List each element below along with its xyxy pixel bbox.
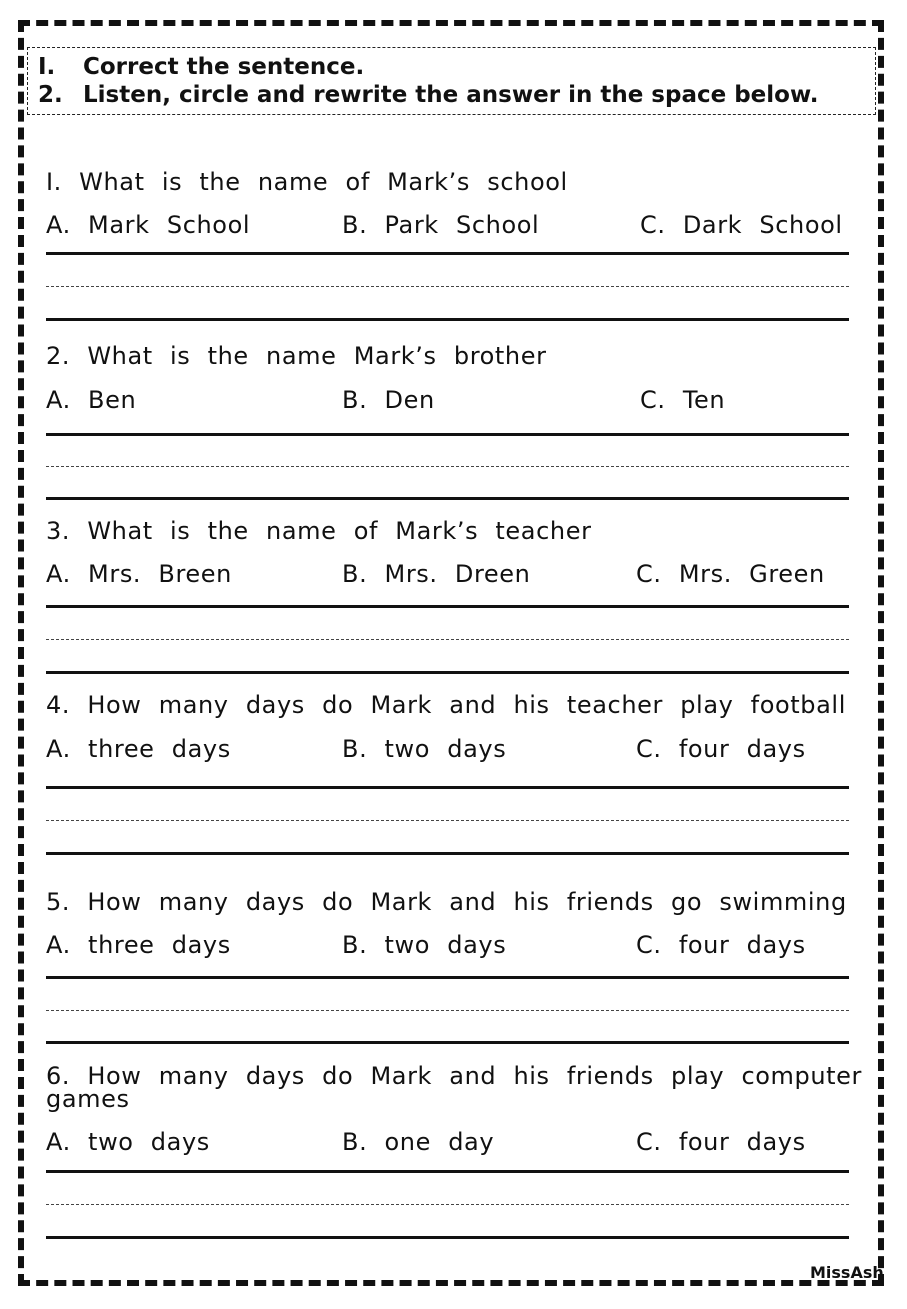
instruction-number: I.: [38, 54, 56, 80]
q1-option-c[interactable]: C. Dark School: [640, 211, 843, 239]
q3-option-c[interactable]: C. Mrs. Green: [636, 560, 825, 588]
question-1: I. What is the name of Mark’s school: [46, 168, 568, 196]
answer-line-top: [46, 786, 849, 789]
question-2: 2. What is the name Mark’s brother: [46, 342, 547, 370]
instruction-text: Correct the sentence.: [83, 54, 365, 80]
answer-line-bottom: [46, 497, 849, 500]
q4-option-a[interactable]: A. three days: [46, 735, 231, 763]
q5-option-c[interactable]: C. four days: [636, 931, 806, 959]
instruction-1: [38, 54, 364, 80]
question-6-continued: games: [46, 1085, 130, 1113]
question-6: 6. How many days do Mark and his friends play computer: [46, 1062, 862, 1090]
instructions-box: [27, 47, 876, 115]
q2-option-a[interactable]: A. Ben: [46, 386, 137, 414]
question-3: 3. What is the name of Mark’s teacher: [46, 517, 592, 545]
answer-line-top: [46, 605, 849, 608]
answer-line-bottom: [46, 671, 849, 674]
q6-option-b[interactable]: B. one day: [342, 1128, 495, 1156]
q2-option-b[interactable]: B. Den: [342, 386, 435, 414]
answer-line-top: [46, 252, 849, 255]
answer-line-mid: [46, 1010, 849, 1011]
instruction-number: 2.: [38, 82, 63, 108]
q6-option-c[interactable]: C. four days: [636, 1128, 806, 1156]
answer-line-mid: [46, 1204, 849, 1205]
answer-line-mid: [46, 286, 849, 287]
brand-signature: MissAsh: [810, 1263, 884, 1282]
q3-option-a[interactable]: A. Mrs. Breen: [46, 560, 232, 588]
answer-line-bottom: [46, 1041, 849, 1044]
q2-option-c[interactable]: C. Ten: [640, 386, 726, 414]
question-4: 4. How many days do Mark and his teacher play football: [46, 691, 846, 719]
q1-option-b[interactable]: B. Park School: [342, 211, 540, 239]
q1-option-a[interactable]: A. Mark School: [46, 211, 251, 239]
q5-option-b[interactable]: B. two days: [342, 931, 507, 959]
q5-option-a[interactable]: A. three days: [46, 931, 231, 959]
answer-line-mid: [46, 639, 849, 640]
q4-option-c[interactable]: C. four days: [636, 735, 806, 763]
answer-line-top: [46, 1170, 849, 1173]
answer-line-mid: [46, 820, 849, 821]
question-5: 5. How many days do Mark and his friends go swimming: [46, 888, 847, 916]
q6-option-a[interactable]: A. two days: [46, 1128, 210, 1156]
answer-line-bottom: [46, 318, 849, 321]
page-border: [18, 20, 884, 1286]
q4-option-b[interactable]: B. two days: [342, 735, 507, 763]
instruction-text: Listen, circle and rewrite the answer in the space below.: [83, 82, 819, 108]
answer-line-top: [46, 976, 849, 979]
answer-line-mid: [46, 466, 849, 467]
answer-line-bottom: [46, 852, 849, 855]
answer-line-bottom: [46, 1236, 849, 1239]
instruction-2: [38, 82, 818, 108]
answer-line-top: [46, 433, 849, 436]
q3-option-b[interactable]: B. Mrs. Dreen: [342, 560, 531, 588]
